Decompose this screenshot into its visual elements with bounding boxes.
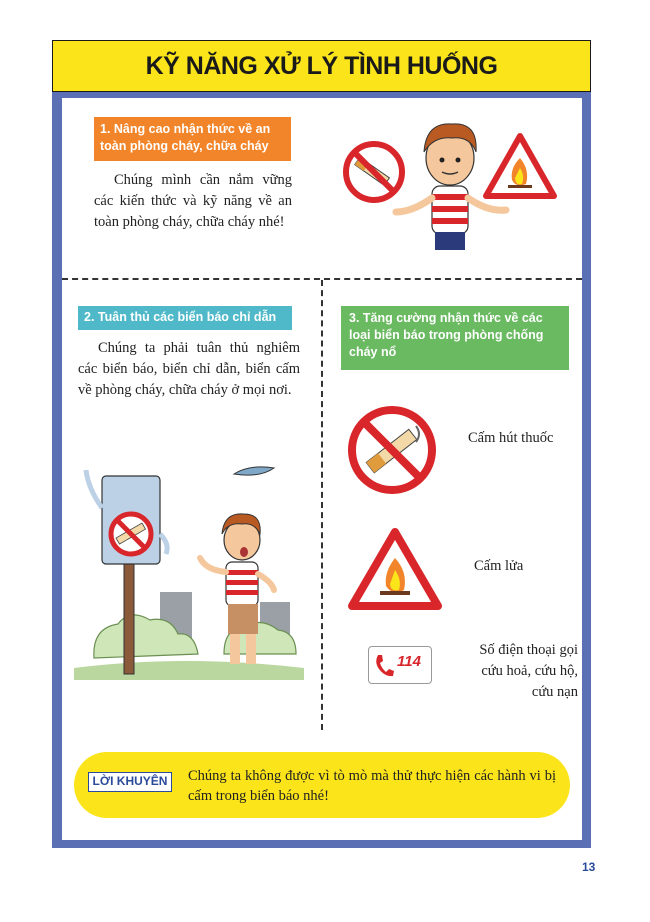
section-1-label: 1. Nâng cao nhận thức về an toàn phòng cháy, chữa cháy	[94, 117, 291, 161]
sign-post	[124, 558, 134, 674]
no-fire-caption: Cấm lửa	[474, 558, 524, 574]
emergency-phone-caption: Số điện thoại gọi cứu hoả, cứu hộ, cứu nạn	[479, 642, 578, 700]
emergency-phone-sign-icon	[368, 646, 432, 684]
no-smoking-caption: Cấm hút thuốc	[468, 430, 554, 446]
advice-label: LỜI KHUYÊN	[88, 772, 172, 792]
advice-text: Chúng ta không được vì tò mò mà thử thực hiện các hành vi bị cấm trong biển báo nhé!	[188, 768, 556, 804]
section-1-body: Chúng mình cần nắm vững các kiến thức và kỹ năng về an toàn phòng cháy, chữa cháy nhé!	[94, 172, 292, 230]
title-banner	[52, 40, 591, 92]
page-number: 13	[582, 860, 596, 874]
boy-with-signs-illustration	[340, 108, 560, 258]
no-fire-sign-icon	[486, 136, 554, 196]
boy-at-sign-illustration	[74, 448, 304, 686]
ground-shape	[74, 661, 304, 680]
no-smoking-sign-icon	[111, 514, 151, 554]
section-3-label: 3. Tăng cường nhận thức về các loại biển báo trong phòng chống cháy nổ	[341, 306, 569, 370]
section-2-body: Chúng ta phải tuân thủ nghiêm các biển báo, biển chỉ dẫn, biển cấm về phòng cháy, chữa cháy ở mọi nơi.	[78, 340, 300, 398]
page-title: KỸ NĂNG XỬ LÝ TÌNH HUỐNG	[145, 51, 498, 80]
phone-icon	[373, 653, 395, 679]
no-fire-sign-icon	[348, 526, 442, 610]
emergency-number: 114	[397, 653, 421, 670]
no-smoking-sign-icon	[346, 404, 438, 496]
bird-shape	[234, 467, 274, 475]
no-smoking-sign-icon	[346, 144, 402, 200]
section-2-label: 2. Tuân thủ các biển báo chỉ dẫn	[78, 306, 292, 330]
vertical-divider	[321, 280, 323, 730]
